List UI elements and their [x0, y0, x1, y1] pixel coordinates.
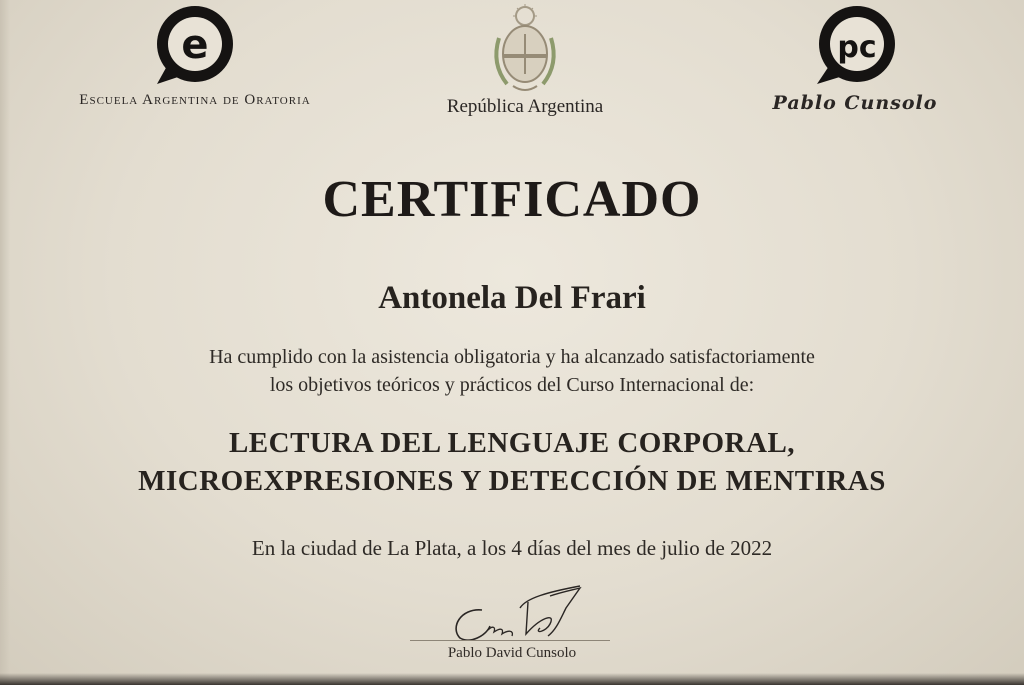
statement-line-2: los objetivos teóricos y prácticos del Curso Internacional de: — [269, 374, 755, 396]
statement-line-1: Ha cumplido con la asistencia obligatoria y ha alcanzado satisfactoriamente — [209, 346, 815, 368]
escuela-name: Escuela Argentina de Oratoria — [79, 92, 311, 108]
cunsolo-brand-name: Pablo Cunsolo — [772, 92, 938, 114]
date-line: En la ciudad de La Plata, a los 4 días del mes de julio de 2022 — [251, 536, 773, 560]
country-name: República Argentina — [446, 96, 604, 117]
coat-of-arms-block — [420, 4, 630, 118]
escuela-logo-icon — [145, 4, 245, 88]
course-line-2: MICROEXPRESIONES Y DETECCIÓN DE MENTIRAS — [138, 465, 886, 497]
statement-text — [0, 343, 1024, 399]
signer-name: Pablo David Cunsolo — [447, 645, 577, 661]
handwritten-signature — [430, 578, 610, 648]
course-line-1: LECTURA DEL LENGUAJE CORPORAL, — [228, 427, 796, 459]
cunsolo-logo-letters: pc — [837, 30, 877, 65]
cunsolo-logo-block — [770, 4, 940, 114]
course-title — [0, 424, 1024, 500]
escuela-logo-letter: e — [181, 22, 209, 68]
signature-line — [410, 640, 610, 641]
photo-edge-strip — [0, 673, 1024, 685]
cunsolo-logo-icon — [805, 4, 905, 88]
recipient-name: Antonela Del Frari — [378, 280, 646, 316]
escuela-logo-block — [30, 4, 360, 109]
coat-of-arms-icon — [485, 4, 565, 92]
certificate-title: CERTIFICADO — [322, 171, 702, 228]
